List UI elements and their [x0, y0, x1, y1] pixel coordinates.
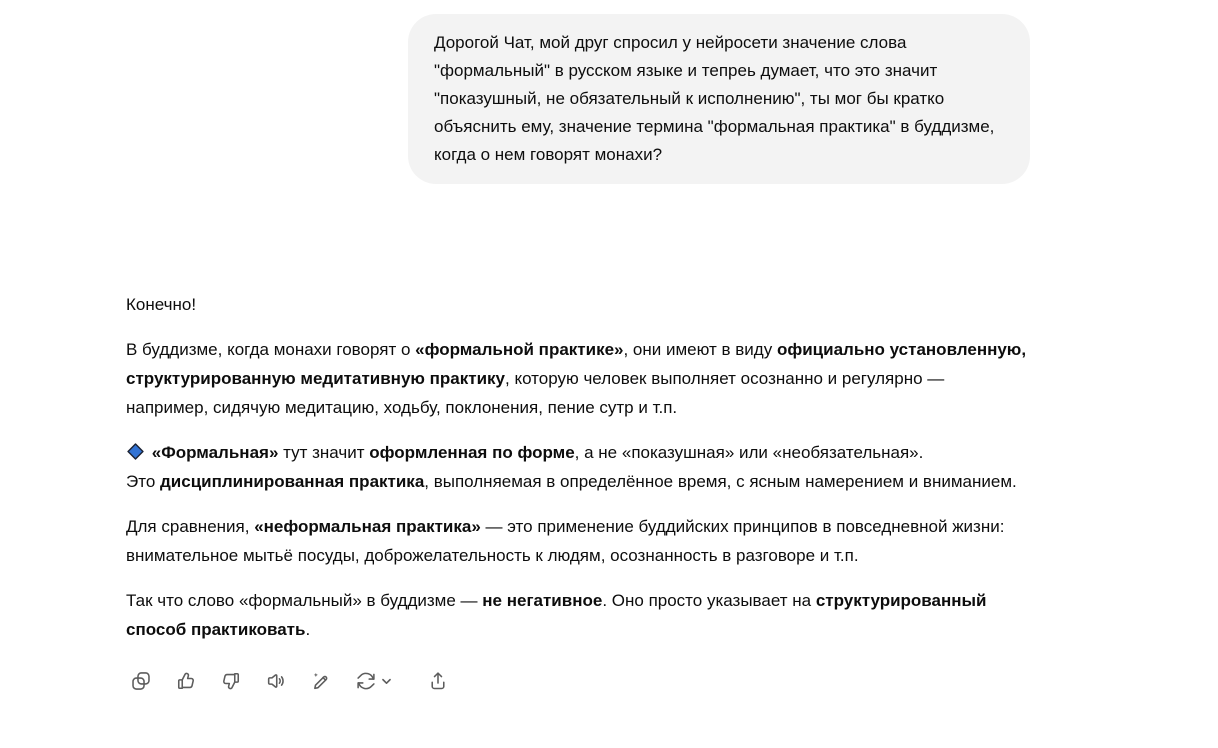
share-icon	[427, 670, 449, 692]
thumbs-down-icon	[220, 670, 242, 692]
regenerate-icon	[355, 670, 377, 692]
assistant-paragraph: «Формальная» тут значит оформленная по форме, а не «показушная» или «необязательная». Это дисциплинированная практика, выполняемая в определённое время, с ясным намерением и вниманием.	[126, 443, 1017, 491]
copy-icon	[130, 670, 152, 692]
share-button[interactable]	[423, 666, 453, 696]
thumbs-down-button[interactable]	[216, 666, 246, 696]
assistant-message	[126, 290, 1030, 696]
assistant-paragraph: Конечно!	[126, 295, 197, 314]
read-aloud-button[interactable]	[261, 666, 291, 696]
user-message-row	[126, 14, 1030, 184]
assistant-paragraph: В буддизме, когда монахи говорят о «формальной практике», они имеют в виду официально установленную, структурированную медитативную практику, которую человек выполняет осознанно и регулярно — например, сидячую медитацию, ходьбу, поклонения, пение сутр и т.п.	[126, 340, 1027, 417]
message-action-bar	[126, 666, 1030, 696]
read-aloud-icon	[265, 670, 287, 692]
copy-button[interactable]	[126, 666, 156, 696]
assistant-message-body	[126, 290, 1030, 644]
thumbs-up-icon	[175, 670, 197, 692]
assistant-paragraph: Для сравнения, «неформальная практика» — это применение буддийских принципов в повседневной жизни: внимательное мытьё посуды, доброжелательность к людям, осознанность в разговоре и т.п.	[126, 517, 1005, 565]
thumbs-up-button[interactable]	[171, 666, 201, 696]
edit-button[interactable]	[306, 666, 336, 696]
user-message-bubble: Дорогой Чат, мой друг спросил у нейросети значение слова "формальный" в русском языке и тепреь думает, что это значит "показушный, не обязательный к исполнению", ты мог бы кратко объяснить ему, значение термина "формальная практика" в буддизме, когда о нем говорят монахи?	[408, 14, 1030, 184]
regenerate-button[interactable]	[351, 666, 398, 696]
chat-thread	[126, 0, 1030, 696]
blue-diamond-icon	[126, 442, 145, 461]
chevron-down-icon	[379, 674, 394, 689]
edit-icon	[310, 670, 332, 692]
assistant-paragraph: Так что слово «формальный» в буддизме — не негативное. Оно просто указывает на структурированный способ практиковать.	[126, 591, 987, 639]
